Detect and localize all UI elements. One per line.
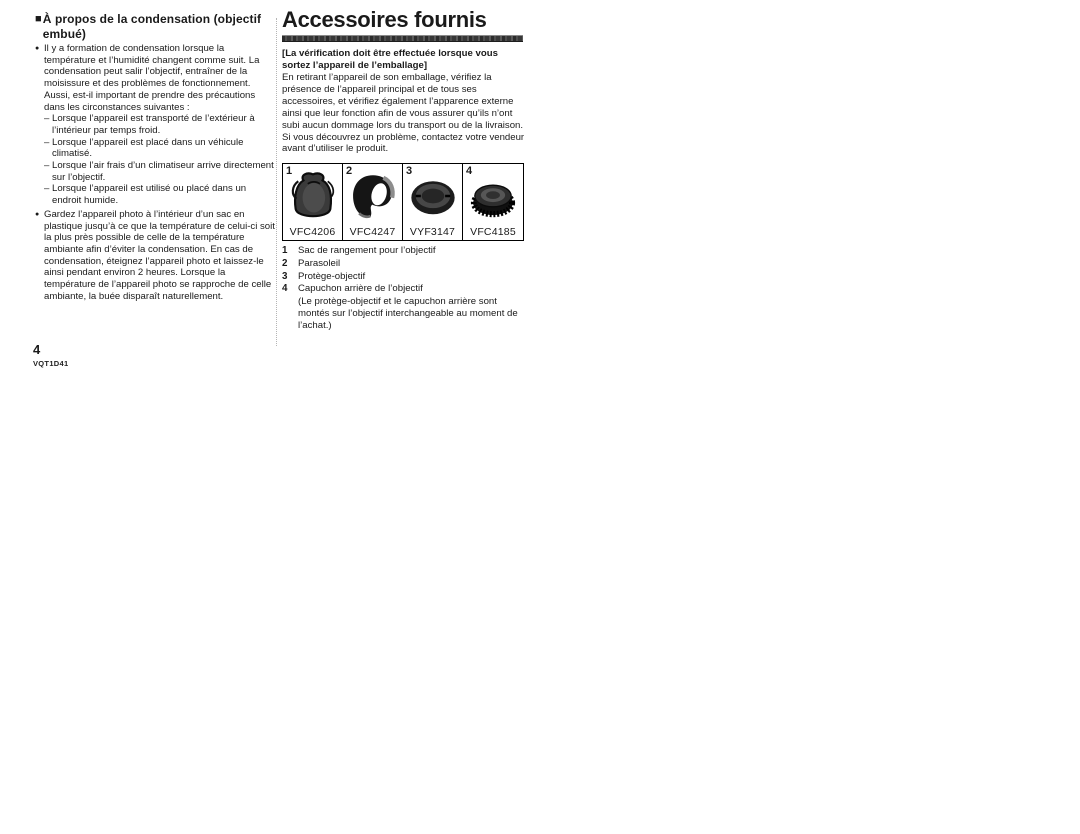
legend-row	[282, 245, 525, 258]
legend-number: 3	[282, 270, 288, 282]
condensation-dash-list	[44, 113, 277, 207]
dash-icon: –	[44, 136, 50, 148]
page-number: 4	[33, 342, 41, 357]
legend-row	[282, 283, 525, 296]
condensation-heading	[35, 12, 277, 41]
dash-item	[44, 137, 277, 160]
rear-lens-cap-icon	[467, 170, 519, 222]
document-code: VQT1D41	[33, 359, 69, 368]
accessories-title: Accessoires fournis	[282, 7, 487, 32]
accessories-table	[282, 163, 524, 241]
dash-item-text: Lorsque l’appareil est transporté de l’extérieur à l’intérieur par temps froid.	[52, 113, 255, 136]
legend-text: Protège-objectif	[298, 270, 366, 282]
legend-number: 2	[282, 257, 288, 269]
accessory-code: VFC4206	[289, 226, 336, 239]
dash-item	[44, 113, 277, 136]
condensation-bullet-2	[35, 209, 277, 303]
accessory-cell-rear-cap	[463, 164, 523, 240]
accessory-code: VFC4247	[349, 226, 396, 239]
legend-text: Sac de rangement pour l’objectif	[298, 245, 436, 257]
accessory-number: 2	[346, 165, 353, 178]
legend-text: Capuchon arrière de l’objectif	[298, 283, 423, 295]
dash-item-text: Lorsque l’appareil est utilisé ou placé dans un endroit humide.	[52, 183, 247, 207]
legend-number: 1	[282, 245, 288, 257]
accessory-cell-hood	[343, 164, 403, 240]
condensation-bullet-2-text: Gardez l’appareil photo à l’intérieur d’un sac en plastique jusqu’à ce que la température de celui-ci soit la plus près possible de celle de la température ambiante afin d’éviter la condensation. En cas de condensation, éteignez l’appareil photo et laissez-le ainsi pendant environ 2 heures. Lorsque la température de l’appareil photo se rapproche de celle ambiante, la buée disparaît naturellement.	[44, 208, 275, 302]
bullet-icon: ●	[35, 210, 40, 218]
accessories-legend	[282, 245, 525, 332]
accessories-section	[282, 8, 525, 332]
condensation-body	[35, 43, 277, 302]
dash-item-text: Lorsque l’appareil est placé dans un véhicule climatisé.	[52, 136, 244, 160]
lens-cap-icon	[406, 170, 460, 222]
storage-pouch-icon	[287, 170, 339, 222]
square-bullet-icon: ■	[35, 13, 42, 25]
legend-row	[282, 258, 525, 271]
accessory-code: VYF3147	[409, 226, 456, 239]
accessory-number: 1	[286, 165, 293, 178]
condensation-heading-text: À propos de la condensation (objectif embué)	[42, 12, 262, 41]
accessory-cell-pouch	[283, 164, 343, 240]
legend-text: Parasoleil	[298, 257, 341, 269]
lens-hood-icon	[347, 170, 399, 222]
dash-item	[44, 160, 277, 183]
condensation-bullet-1	[35, 43, 277, 113]
verification-note: [La vérification doit être effectuée lorsque vous sortez l’appareil de l’emballage]	[282, 48, 498, 71]
dash-icon: –	[44, 113, 50, 125]
legend-number: 4	[282, 283, 288, 295]
accessories-paragraph-1: En retirant l’appareil de son emballage, vérifiez la présence de l’appareil principal et de tous ses accessoires, et vérifiez également l’apparence externe ainsi que leur fonction afin de vous assurer qu’ils n’ont subi aucun dommage lors du transport ou de la livraison.	[282, 72, 524, 131]
accessories-paragraph-2: Si vous découvrez un problème, contactez votre vendeur avant d’utiliser le produit.	[282, 131, 525, 155]
legend-row	[282, 271, 525, 284]
column-divider	[276, 18, 277, 346]
accessory-code: VFC4185	[470, 226, 516, 239]
accessory-number: 4	[466, 165, 473, 178]
condensation-bullet-1-text: Il y a formation de condensation lorsque la température et l’humidité changent comme suit. La condensation peut salir l’objectif, entraîner de la moisissure et des problèmes de fonctionnement. Aussi, est-il important de prendre des précautions dans les circonstances suivantes :	[44, 43, 260, 113]
dash-item	[44, 183, 277, 206]
dash-icon: –	[44, 160, 50, 172]
legend-note: (Le protège-objectif et le capuchon arrière sont montés sur l’objectif interchangeable au moment de l’achat.)	[298, 295, 518, 332]
accessory-number: 3	[406, 165, 413, 178]
dash-item-text: Lorsque l’air frais d’un climatiseur arrive directement sur l’objectif.	[52, 160, 274, 183]
bullet-icon: ●	[35, 45, 40, 52]
condensation-section	[35, 12, 277, 302]
title-underline-bar	[282, 35, 523, 42]
accessory-cell-cap	[403, 164, 463, 240]
dash-icon: –	[44, 183, 50, 195]
